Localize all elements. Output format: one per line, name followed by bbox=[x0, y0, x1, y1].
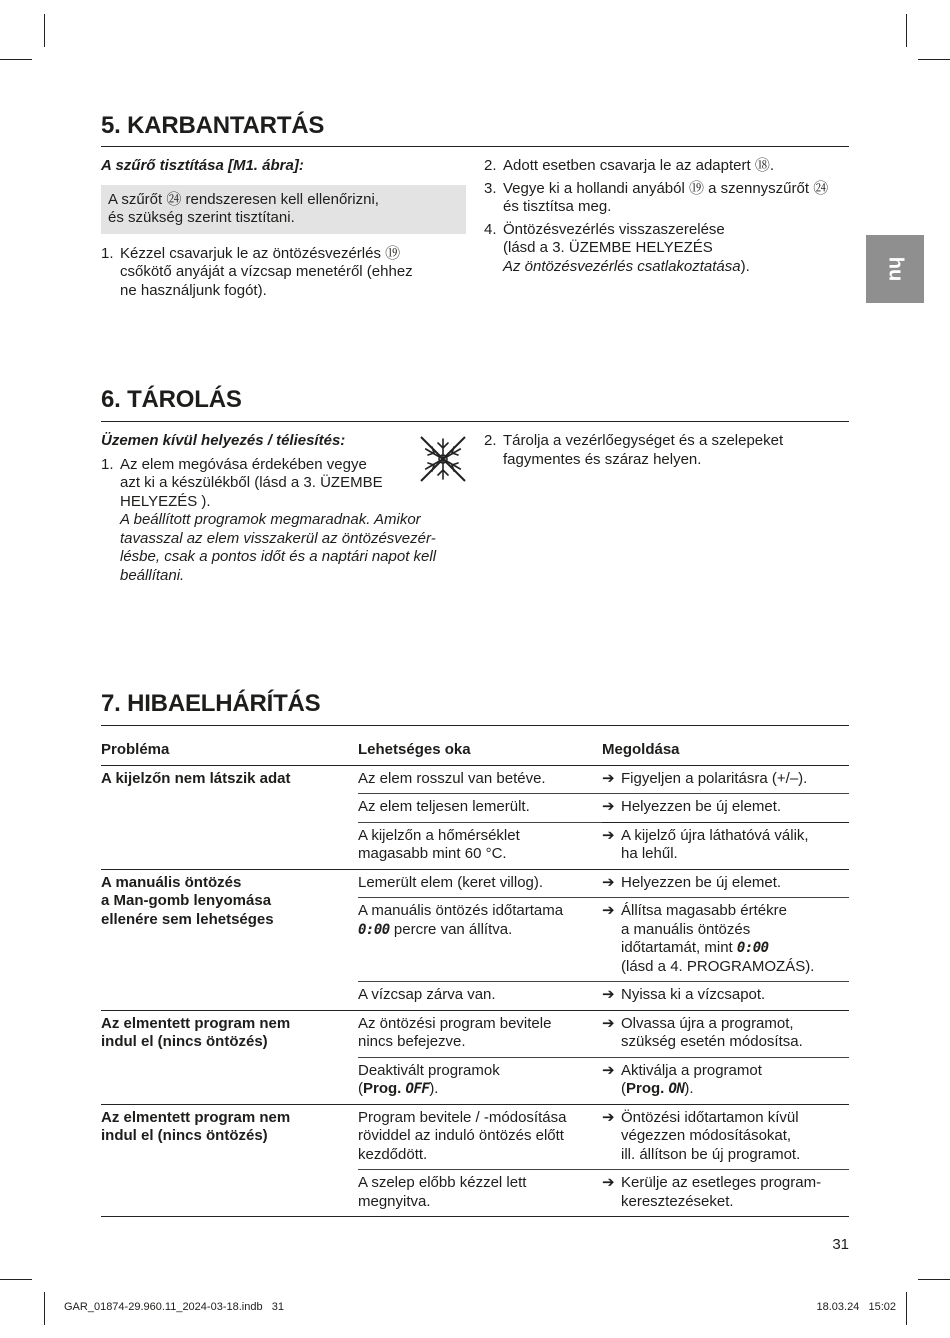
solution-cell bbox=[602, 794, 849, 823]
solution-text: Helyezzen be új elemet. bbox=[621, 873, 782, 891]
item-number: 2. bbox=[484, 432, 497, 449]
solution-cell bbox=[602, 1057, 849, 1104]
maintenance-note: A szűrőt ㉔ rendszeresen kell ellenőrizni, és szükség szerint tisztítani. bbox=[101, 185, 466, 234]
problem-cell: Az elmentett program nem indul el (nincs öntözés) bbox=[101, 1104, 358, 1217]
footer-timestamp: 18.03.24 15:02 bbox=[816, 1301, 896, 1313]
section-7-title: 7. HIBAELHÁRÍTÁS bbox=[101, 690, 321, 717]
solution-cell bbox=[602, 898, 849, 982]
item-number: 1. bbox=[101, 455, 114, 473]
crop-mark bbox=[44, 14, 45, 47]
section-6-rule bbox=[101, 421, 849, 422]
arrow-icon: ➔ bbox=[602, 769, 615, 787]
solution-text: Aktiválja a programot ( bbox=[621, 1061, 762, 1097]
problem-cell: Az elmentett program nem indul el (nincs öntözés) bbox=[101, 1010, 358, 1104]
lcd-value: 0:00 bbox=[358, 921, 390, 938]
section-5-right-column bbox=[484, 157, 849, 280]
solution-text: Állítsa magasabb értékre a manuális öntözés időtartamát, mint bbox=[621, 902, 787, 956]
solution-cell bbox=[602, 765, 849, 794]
section-6-right-column bbox=[484, 432, 849, 473]
item-number: 3. bbox=[484, 179, 497, 197]
cause-cell: Az öntözési program bevitele nincs befejezve. bbox=[358, 1010, 602, 1057]
arrow-icon: ➔ bbox=[602, 873, 615, 891]
header-cause: Lehetséges oka bbox=[358, 735, 602, 765]
cause-cell: Az elem rosszul van betéve. bbox=[358, 765, 602, 794]
section-5-rule bbox=[101, 146, 849, 147]
solution-text: (lásd a 4. PROGRAMOZÁS). bbox=[621, 957, 815, 975]
cause-cell: A kijelzőn a hőmérséklet magasabb mint 60 °C. bbox=[358, 822, 602, 869]
table-row bbox=[101, 869, 849, 898]
language-tab bbox=[866, 235, 924, 303]
no-frost-icon bbox=[418, 434, 468, 484]
list-item bbox=[101, 456, 466, 586]
section-5-left-column bbox=[101, 157, 471, 304]
list-item bbox=[484, 432, 849, 469]
list-item bbox=[101, 245, 471, 301]
solution-cell bbox=[602, 982, 849, 1011]
item-text: Vegye ki a hollandi anyából ⑲ a szennyszűrőt ㉔ és tisztítsa meg. bbox=[503, 179, 829, 215]
item-italic-text: Az öntözésvezérlés csatlakoztatása bbox=[503, 257, 741, 275]
section-5-subtitle: A szűrő tisztítása [M1. ábra]: bbox=[101, 157, 304, 174]
section-6-title: 6. TÁROLÁS bbox=[101, 386, 242, 413]
arrow-icon: ➔ bbox=[602, 986, 615, 1003]
cause-cell: A szelep előbb kézzel lett megnyitva. bbox=[358, 1170, 602, 1217]
cause-text: ). bbox=[429, 1080, 439, 1097]
table-row bbox=[101, 765, 849, 794]
list-item bbox=[484, 180, 849, 217]
item-text: Tárolja a vezérlőegységet és a szelepeket fagymentes és száraz helyen. bbox=[503, 432, 784, 468]
solution-text: ). bbox=[684, 1080, 694, 1097]
arrow-icon: ➔ bbox=[602, 826, 615, 844]
solution-text: Olvassa újra a programot, szükség esetén módosítsa. bbox=[621, 1014, 803, 1050]
arrow-icon: ➔ bbox=[602, 902, 615, 919]
solution-cell bbox=[602, 1010, 849, 1057]
lcd-value: OFF bbox=[405, 1081, 430, 1097]
item-text: Kézzel csavarjuk le az öntözésvezérlés ⑲ csőkötő anyáját a vízcsap menetéről (ehhez ne használjunk fogót). bbox=[120, 244, 413, 299]
cause-cell: Program bevitele / -módosítása röviddel az induló öntözés előtt kezdődött. bbox=[358, 1104, 602, 1170]
item-text: Adott esetben csavarja le az adaptert ⑱. bbox=[503, 157, 774, 174]
list-item bbox=[484, 157, 849, 176]
crop-mark bbox=[44, 1292, 45, 1325]
arrow-icon: ➔ bbox=[602, 1061, 615, 1079]
arrow-icon: ➔ bbox=[602, 1014, 615, 1032]
header-problem: Probléma bbox=[101, 735, 358, 765]
cause-cell: A vízcsap zárva van. bbox=[358, 982, 602, 1011]
solution-cell bbox=[602, 822, 849, 869]
arrow-icon: ➔ bbox=[602, 1174, 615, 1191]
cause-cell bbox=[358, 1057, 602, 1104]
crop-mark bbox=[906, 14, 907, 47]
table-row bbox=[101, 1104, 849, 1170]
list-item bbox=[484, 221, 849, 277]
crop-mark bbox=[0, 1279, 32, 1280]
cause-bold-text: Prog. bbox=[363, 1080, 406, 1097]
section-6-subtitle: Üzemen kívül helyezés / téliesítés: bbox=[101, 432, 346, 449]
item-tail: ). bbox=[740, 257, 750, 275]
cause-cell bbox=[358, 898, 602, 982]
language-tab-label: hu bbox=[884, 256, 907, 282]
cause-text: A manuális öntözés időtartama bbox=[358, 902, 564, 919]
section-6-left-column bbox=[101, 432, 466, 589]
solution-cell bbox=[602, 869, 849, 898]
cause-text: Deaktivált programok ( bbox=[358, 1061, 500, 1097]
arrow-icon: ➔ bbox=[602, 1108, 615, 1126]
item-text: Az elem megóvása érdekében vegye azt ki a készülékből (lásd a 3. ÜZEMBE HELYEZÉS ). bbox=[120, 455, 383, 510]
crop-mark bbox=[918, 59, 950, 60]
table-row bbox=[101, 1010, 849, 1057]
troubleshooting-table bbox=[101, 735, 849, 1217]
cause-cell: Az elem teljesen lemerült. bbox=[358, 794, 602, 823]
page-number: 31 bbox=[832, 1236, 849, 1253]
cause-cell: Lemerült elem (keret villog). bbox=[358, 869, 602, 898]
item-text: Öntözésvezérlés visszaszerelése (lásd a 3. ÜZEMBE HELYEZÉS bbox=[503, 220, 725, 256]
solution-text: Helyezzen be új elemet. bbox=[621, 798, 782, 815]
solution-cell bbox=[602, 1170, 849, 1217]
solution-text: Öntözési időtartamon kívül végezzen módosításokat, ill. állítson be új programot. bbox=[621, 1108, 801, 1163]
crop-mark bbox=[0, 59, 32, 60]
problem-cell: A manuális öntözés a Man-gomb lenyomása ellenére sem lehetséges bbox=[101, 869, 358, 1010]
section-5-title: 5. KARBANTARTÁS bbox=[101, 112, 325, 139]
item-number: 4. bbox=[484, 220, 497, 238]
item-number: 1. bbox=[101, 244, 114, 262]
header-solution: Megoldása bbox=[602, 735, 849, 765]
item-italic-text: A beállított programok megmaradnak. Amikor tavasszal az elem visszakerül az öntözésvezér- lésbe, csak a pontos időt és a naptári napot kell beállítani. bbox=[120, 511, 437, 584]
solution-text: Nyissa ki a vízcsapot. bbox=[621, 986, 766, 1003]
solution-cell bbox=[602, 1104, 849, 1170]
problem-cell: A kijelzőn nem látszik adat bbox=[101, 765, 358, 869]
cause-text: percre van állítva. bbox=[389, 920, 513, 938]
solution-text: A kijelző újra láthatóvá válik, ha lehűl. bbox=[621, 826, 809, 862]
crop-mark bbox=[906, 1292, 907, 1325]
item-number: 2. bbox=[484, 157, 497, 174]
section-7-rule bbox=[101, 725, 849, 726]
lcd-value: 0:00 bbox=[736, 940, 769, 956]
footer-file-info: GAR_01874-29.960.11_2024-03-18.indb 31 bbox=[64, 1301, 284, 1313]
lcd-value: ON bbox=[668, 1081, 685, 1097]
solution-text: Kerülje az esetleges program- keresztezéseket. bbox=[621, 1174, 822, 1210]
table-header-row bbox=[101, 735, 849, 765]
crop-mark bbox=[918, 1279, 950, 1280]
solution-text: Figyeljen a polaritásra (+/–). bbox=[621, 769, 808, 787]
solution-bold-text: Prog. bbox=[626, 1080, 669, 1097]
arrow-icon: ➔ bbox=[602, 798, 615, 815]
